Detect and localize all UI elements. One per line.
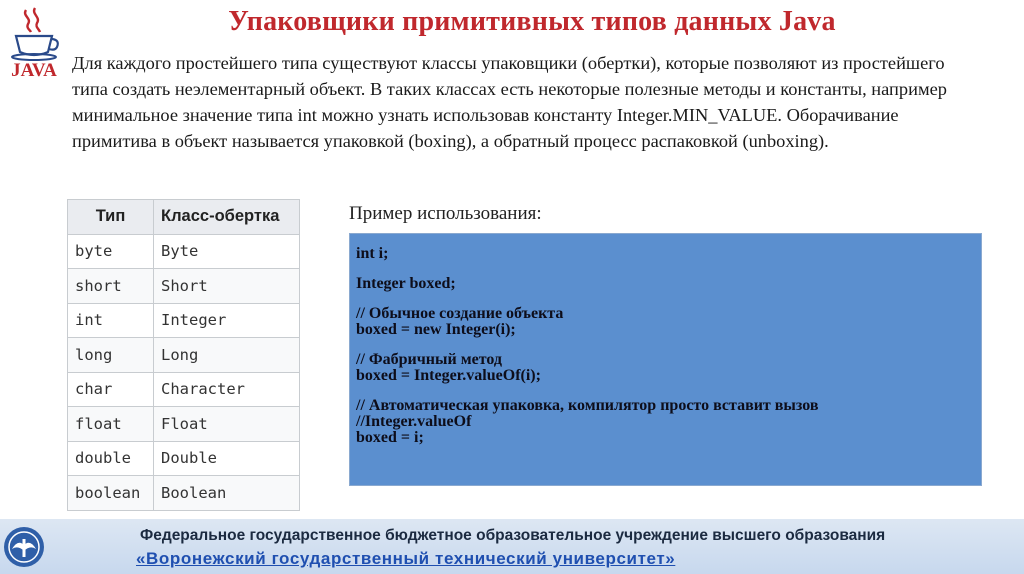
type-cell: short: [68, 269, 154, 304]
university-emblem-icon: [2, 525, 46, 569]
code-comment: // Автоматическая упаковка, компилятор просто вставит вызов: [356, 397, 819, 414]
table-header-row: [68, 200, 300, 235]
code-line: Integer boxed;: [356, 275, 456, 292]
table-row: [68, 476, 300, 511]
table-row: [68, 303, 300, 338]
type-cell: long: [68, 338, 154, 373]
table-row: [68, 234, 300, 269]
wrapper-cell: Character: [154, 372, 300, 407]
table-row: [68, 407, 300, 442]
code-line: int i;: [356, 245, 389, 262]
code-comment: // Фабричный метод: [356, 351, 502, 368]
type-cell: float: [68, 407, 154, 442]
code-block: [356, 306, 975, 338]
table-row: [68, 269, 300, 304]
code-block: [356, 398, 975, 446]
intro-paragraph: Для каждого простейшего типа существуют классы упаковщики (обертки), которые позволяют из простейшего типа создать неэлементарный объект. В таких классах есть некоторые полезные методы и константы, например минимальное значение типа int можно узнать использовав константу Integer.MIN_VALUE. Оборачивание примитива в объект называется упаковкой (boxing), а обратный процесс распаковкой (unboxing).: [72, 53, 947, 151]
code-block: [356, 276, 975, 292]
table-row: [68, 441, 300, 476]
code-example-box: [349, 233, 982, 486]
wrapper-cell: Boolean: [154, 476, 300, 511]
wrapper-types-table: [67, 199, 300, 511]
example-label: Пример использования:: [349, 203, 542, 224]
code-comment: // Обычное создание объекта: [356, 305, 564, 322]
type-cell: char: [68, 372, 154, 407]
table-row: [68, 338, 300, 373]
code-block: [356, 352, 975, 384]
footer-university-name: «Воронежский государственный технический университет»: [136, 549, 676, 568]
wrapper-cell: Double: [154, 441, 300, 476]
footer-institution-type: Федеральное государственное бюджетное образовательное учреждение высшего образования: [140, 527, 886, 544]
java-logo-text: JAVA: [11, 60, 57, 80]
code-line: boxed = new Integer(i);: [356, 321, 516, 338]
type-cell: boolean: [68, 476, 154, 511]
code-line: boxed = i;: [356, 429, 424, 446]
code-comment: //Integer.valueOf: [356, 413, 472, 430]
wrapper-cell: Byte: [154, 234, 300, 269]
wrapper-cell: Long: [154, 338, 300, 373]
wrapper-cell: Short: [154, 269, 300, 304]
code-block: [356, 246, 975, 262]
wrapper-cell: Float: [154, 407, 300, 442]
wrapper-cell: Integer: [154, 303, 300, 338]
type-cell: double: [68, 441, 154, 476]
column-header-wrapper-class: Класс-обертка: [154, 200, 300, 235]
type-cell: byte: [68, 234, 154, 269]
type-cell: int: [68, 303, 154, 338]
column-header-type: Тип: [68, 200, 154, 235]
slide-title: Упаковщики примитивных типов данных Java: [228, 6, 836, 37]
code-line: boxed = Integer.valueOf(i);: [356, 367, 541, 384]
table-row: [68, 372, 300, 407]
footer-bar: [0, 519, 1024, 574]
